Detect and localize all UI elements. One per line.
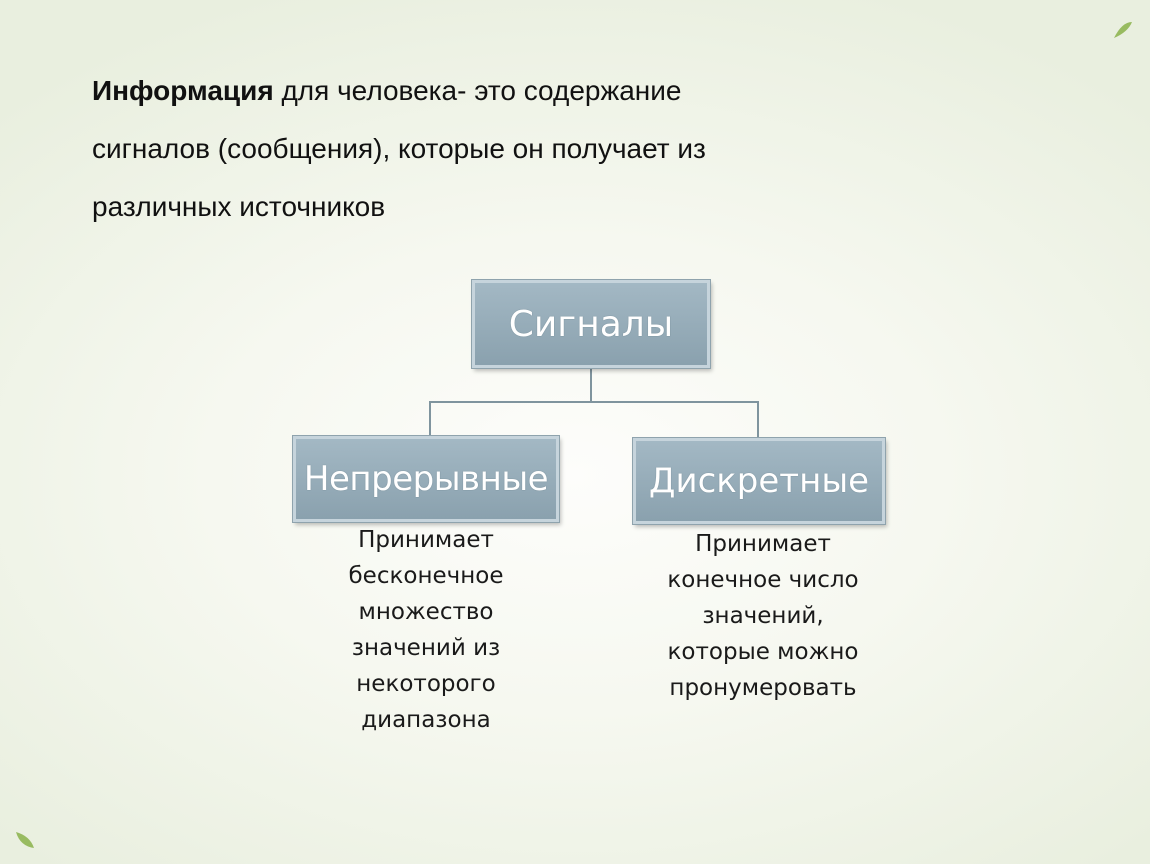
node-signals: [472, 280, 710, 368]
discrete-description-line: пронумеровать: [669, 675, 857, 701]
continuous-description-line: значений из: [351, 635, 501, 661]
discrete-description-line: значений,: [702, 603, 824, 629]
continuous-description-line: множество: [358, 599, 494, 625]
continuous-description: [300, 522, 552, 738]
definition-term: Информация: [92, 75, 274, 106]
discrete-description-line: конечное число: [667, 567, 859, 593]
discrete-description: [630, 526, 896, 706]
node-signals-label: Сигналы: [508, 303, 674, 345]
definition-line-2: сигналов (сообщения), которые он получает из: [92, 133, 706, 164]
node-discrete: [633, 438, 885, 524]
continuous-description-line: диапазона: [361, 707, 491, 733]
definition-line-1-rest: для человека- это содержание: [273, 75, 682, 106]
continuous-description-line: бесконечное: [348, 563, 504, 589]
node-discrete-label: Дискретные: [648, 461, 870, 501]
continuous-description-line: некоторого: [356, 671, 496, 697]
continuous-description-line: Принимает: [358, 527, 494, 553]
node-continuous: [293, 436, 559, 522]
discrete-description-line: Принимает: [695, 531, 831, 557]
definition-line-3: различных источников: [92, 191, 386, 222]
node-continuous-label: Непрерывные: [303, 459, 549, 499]
discrete-description-line: которые можно: [667, 639, 859, 665]
